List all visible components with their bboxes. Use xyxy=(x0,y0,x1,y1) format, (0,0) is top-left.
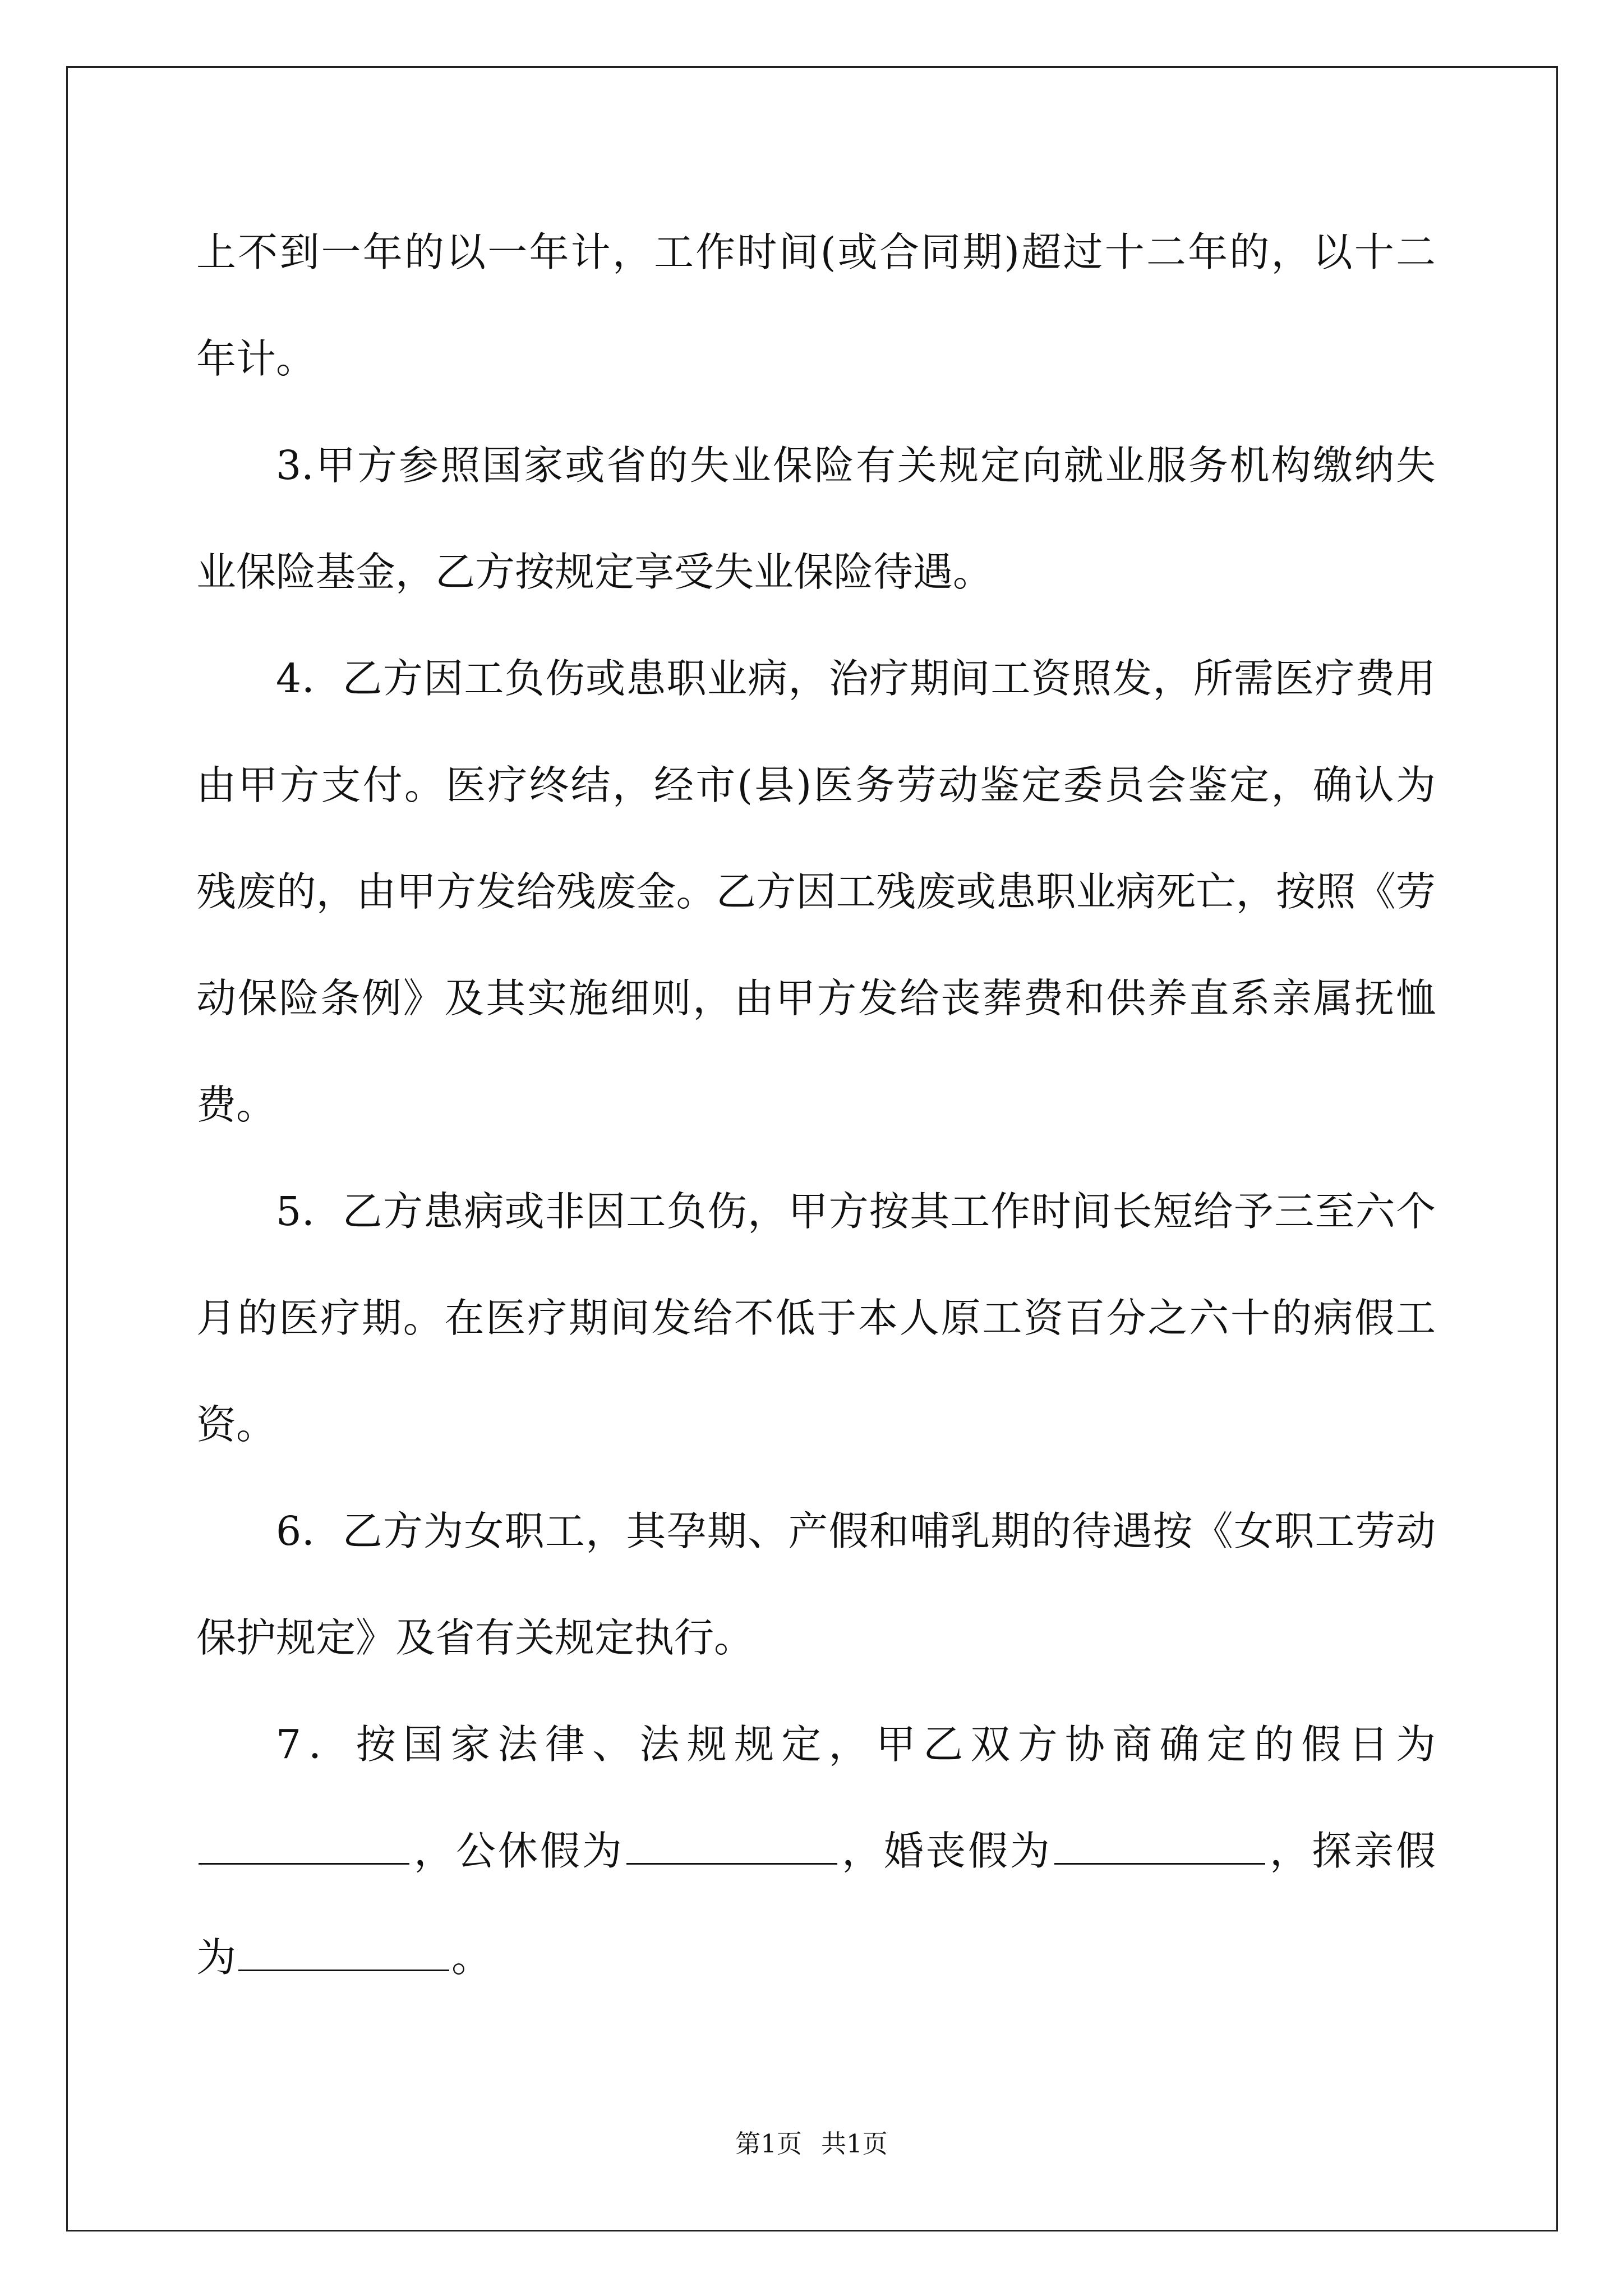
page-number-current: 第1页 xyxy=(735,2129,802,2159)
paragraph-clause-7 xyxy=(196,1691,1436,2011)
document-body xyxy=(196,199,1436,2011)
text-line: 业保险基金，乙方按规定享受失业保险待遇。 xyxy=(196,549,993,595)
wedding-funeral-label: ，婚丧假为 xyxy=(839,1828,1052,1874)
paragraph-clause-6 xyxy=(196,1478,1436,1691)
text-line: 资。 xyxy=(196,1401,276,1448)
paragraph-clause-3 xyxy=(196,412,1436,625)
text-line: 5．乙方患病或非因工负伤，甲方按其工作时间长短给予三至六个 xyxy=(276,1188,1436,1235)
wedding-funeral-blank-field[interactable] xyxy=(1054,1829,1265,1865)
text-line: 6．乙方为女职工，其孕期、产假和哺乳期的待遇按《女职工劳动 xyxy=(276,1508,1436,1554)
text-line: 7．按国家法律、法规规定，甲乙双方协商确定的假日为 xyxy=(276,1721,1436,1768)
text-line-with-blank xyxy=(196,1904,1436,2011)
line-start-text: 为 xyxy=(196,1934,237,1981)
page-footer xyxy=(0,2123,1623,2160)
family-visit-label: ，探亲假 xyxy=(1267,1828,1436,1874)
page-number-total: 共1页 xyxy=(821,2129,888,2159)
text-line: 保护规定》及省有关规定执行。 xyxy=(196,1614,754,1661)
public-holiday-label: ，公休假为 xyxy=(412,1828,624,1874)
family-visit-blank-field[interactable] xyxy=(238,1936,449,1971)
paragraph-continuation xyxy=(196,199,1436,412)
text-line: 上不到一年的以一年计，工作时间(或合同期)超过十二年的，以十二 xyxy=(196,229,1436,275)
line-end-text: 。 xyxy=(451,1934,492,1981)
text-line: 4．乙方因工负伤或患职业病，治疗期间工资照发，所需医疗费用 xyxy=(276,655,1436,702)
text-line: 残废的，由甲方发给残废金。乙方因工残废或患职业病死亡，按照《劳 xyxy=(196,868,1436,915)
text-line: 3.甲方参照国家或省的失业保险有关规定向就业服务机构缴纳失 xyxy=(276,442,1436,489)
text-line: 动保险条例》及其实施细则，由甲方发给丧葬费和供养直系亲属抚恤 xyxy=(196,975,1436,1022)
text-line: 费。 xyxy=(196,1082,276,1128)
paragraph-clause-5 xyxy=(196,1158,1436,1478)
holiday-blank-field[interactable] xyxy=(199,1829,409,1865)
public-holiday-blank-field[interactable] xyxy=(626,1829,837,1865)
text-line: 由甲方支付。医疗终结，经市(县)医务劳动鉴定委员会鉴定，确认为 xyxy=(196,762,1436,808)
text-line: 年计。 xyxy=(196,335,316,382)
paragraph-clause-4 xyxy=(196,625,1436,1158)
text-line-with-blanks xyxy=(196,1798,1436,1904)
text-line: 月的医疗期。在医疗期间发给不低于本人原工资百分之六十的病假工 xyxy=(196,1295,1436,1341)
